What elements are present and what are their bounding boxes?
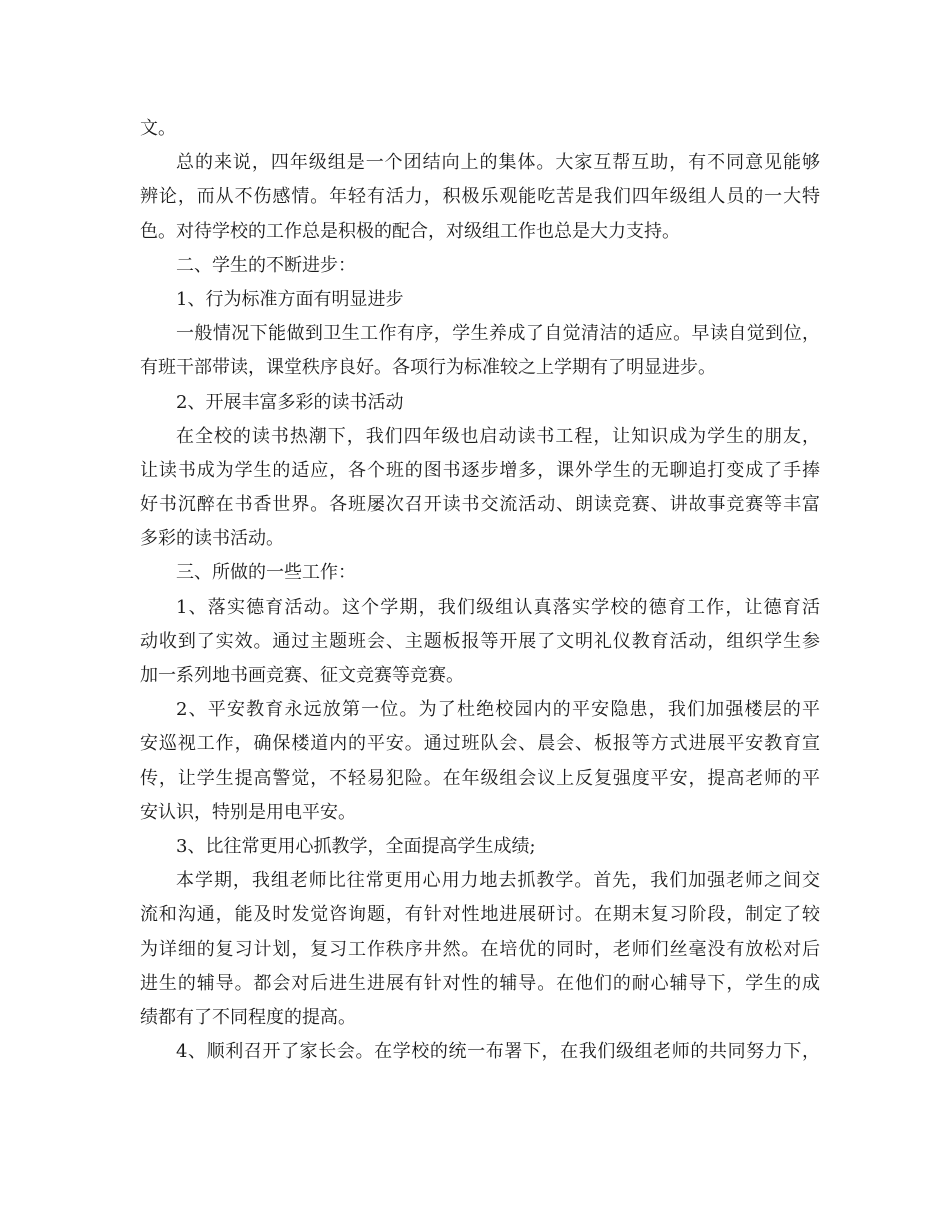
text-line: 流和沟通，能及时发觉咨询题，有针对性地进展研讨。在期末复习阶段，制定了较 [140, 904, 820, 926]
text-line: 4、顺利召开了家长会。在学校的统一布署下，在我们级组老师的共同努力下， [176, 1041, 820, 1063]
text-line: 色。对待学校的工作总是积极的配合，对级组工作也总是大力支持。 [140, 220, 680, 242]
text-line: 绩都有了不同程度的提高。 [140, 1006, 356, 1028]
text-line: 文。 [140, 118, 176, 139]
text-line: 1、落实德育活动。这个学期，我们级组认真落实学校的德育工作，让德育活 [176, 596, 820, 618]
text-line: 多彩的读书活动。 [140, 528, 284, 550]
text-line: 三、所做的一些工作： [176, 562, 356, 584]
text-line: 动收到了实效。通过主题班会、主题板报等开展了文明礼仪教育活动，组织学生参 [140, 630, 820, 652]
text-line: 一般情况下能做到卫生工作有序，学生养成了自觉清洁的适应。早读自觉到位， [176, 323, 820, 345]
text-line: 2、平安教育永远放第一位。为了杜绝校园内的平安隐患，我们加强楼层的平 [176, 699, 820, 721]
text-line: 让读书成为学生的适应，各个班的图书逐步增多，课外学生的无聊追打变成了手捧 [140, 459, 820, 481]
text-line: 3、比往常更用心抓教学，全面提高学生成绩; [176, 835, 536, 857]
text-line: 有班干部带读，课堂秩序良好。各项行为标准较之上学期有了明显进步。 [140, 357, 716, 379]
text-line: 二、学生的不断进步： [176, 254, 356, 276]
text-line: 1、行为标准方面有明显进步 [176, 288, 404, 310]
text-line: 安巡视工作，确保楼道内的平安。通过班队会、晨会、板报等方式进展平安教育宣 [140, 733, 820, 755]
text-line: 本学期，我组老师比往常更用心用力地去抓教学。首先，我们加强老师之间交 [176, 870, 820, 892]
text-line: 2、开展丰富多彩的读书活动 [176, 391, 404, 413]
text-line: 辨论，而从不伤感情。年轻有活力，积极乐观能吃苦是我们四年级组人员的一大特 [140, 186, 820, 208]
text-line: 传，让学生提高警觉，不轻易犯险。在年级组会议上反复强度平安，提高老师的平 [140, 767, 820, 789]
text-line: 加一系列地书画竞赛、征文竞赛等竞赛。 [140, 665, 464, 686]
text-line: 在全校的读书热潮下，我们四年级也启动读书工程，让知识成为学生的朋友， [176, 425, 820, 447]
text-line: 好书沉醉在书香世界。各班屡次召开读书交流活动、朗读竞赛、讲故事竞赛等丰富 [140, 494, 820, 516]
text-line: 安认识，特别是用电平安。 [140, 801, 356, 823]
text-line: 进生的辅导。都会对后进生进展有针对性的辅导。在他们的耐心辅导下，学生的成 [140, 972, 820, 994]
text-line: 为详细的复习计划，复习工作秩序井然。在培优的同时，老师们丝毫没有放松对后 [140, 938, 820, 960]
text-line: 总的来说，四年级组是一个团结向上的集体。大家互帮互助，有不同意见能够 [176, 152, 820, 174]
document-body [140, 112, 820, 1069]
